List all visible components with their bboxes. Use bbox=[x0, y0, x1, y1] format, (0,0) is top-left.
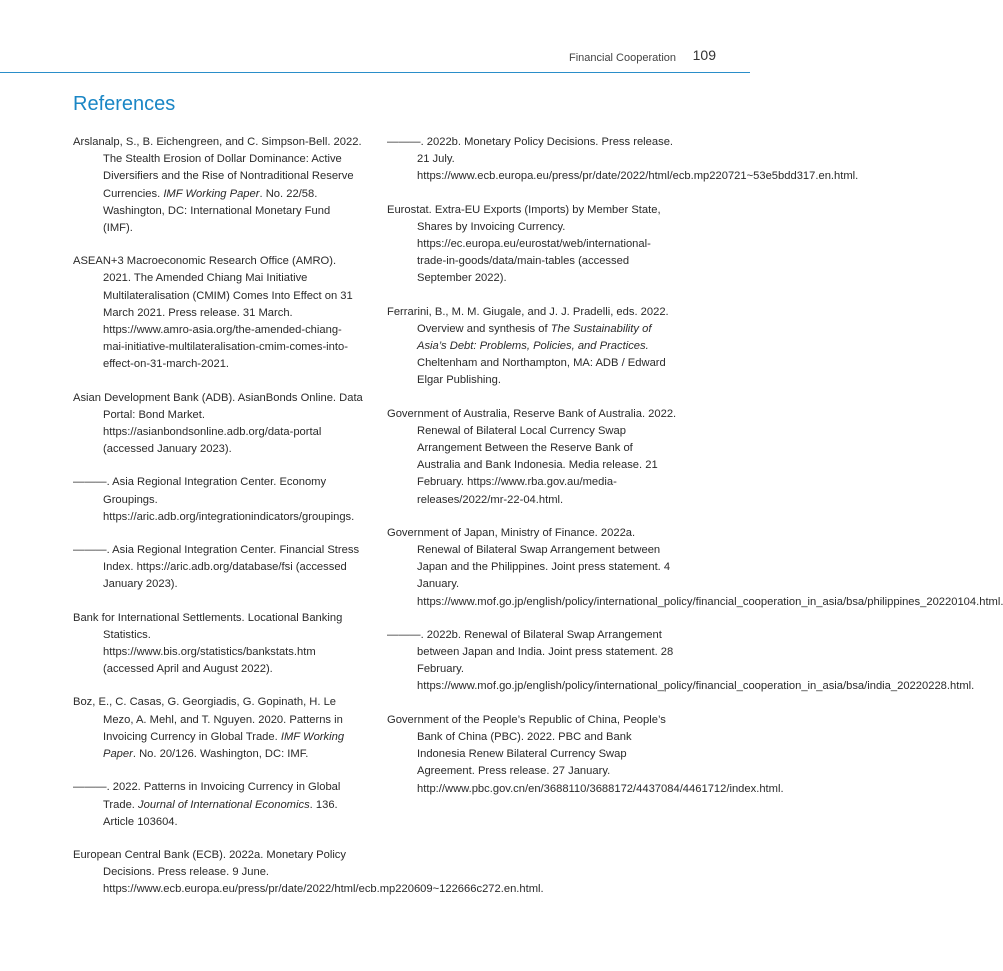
reference-entry bbox=[73, 474, 363, 526]
reference-text: ———. Asia Regional Integration Center. Financial Stress Index. https://aric.adb.org/database/fsi (accessed January 2023). bbox=[73, 544, 360, 591]
reference-text: Arslanalp, S., B. Eichengreen, and C. Simpson-Bell. 2022. The Stealth Erosion of Dollar Dominance: Active Diversifiers and the Rise of Nontraditional Reserve Currencies. bbox=[73, 136, 362, 200]
reference-text: Asian Development Bank (ADB). AsianBonds Online. Data Portal: Bond Market. https://asianbondsonline.adb.org/data-portal (accessed January 2023). bbox=[73, 391, 363, 456]
reference-text: Government of Japan, Ministry of Finance. 2022a. Renewal of Bilateral Swap Arrangement between Japan and the Philippines. Joint press statement. 4 January. https://www.mof.go.jp/english/policy/international_policy/financial_cooperation_in_asia/bsa/philippines_20220104.html. bbox=[387, 526, 1003, 608]
reference-text-tail: . 136. Article 103604. bbox=[103, 798, 338, 828]
reference-entry bbox=[73, 253, 363, 373]
reference-italic-text: IMF Working Paper bbox=[163, 187, 260, 200]
reference-text-tail: Cheltenham and Northampton, MA: ADB / Edward Elgar Publishing. bbox=[417, 357, 666, 387]
reference-text: Government of Australia, Reserve Bank of Australia. 2022. Renewal of Bilateral Local Currency Swap Arrangement Between the Reserve Bank of Australia and Bank Indonesia. Media release. 21 February. https://www.rba.gov.au/media-releases/2022/mr-22-04.html. bbox=[387, 407, 677, 506]
reference-text: Bank for International Settlements. Locational Banking Statistics. https://www.bis.org/statistics/bankstats.htm (accessed April and August 2022). bbox=[73, 611, 343, 676]
reference-text: Government of the People’s Republic of China, People’s Bank of China (PBC). 2022. PBC and Bank Indonesia Renew Bilateral Currency Swap Agreement. Press release. 27 January. http://www.pbc.gov.cn/en/3688110/3688172/4437084/4461712/index.html. bbox=[387, 713, 784, 795]
reference-text: ASEAN+3 Macroeconomic Research Office (AMRO). 2021. The Amended Chiang Mai Initiative Multilateralisation (CMIM) Comes Into Effect on 31 March 2021. Press release. 31 March. https://www.amro-asia.org/the-amended-chiang-mai-initiative-multilateralisation-cmim-comes-into-effect-on-31-march-2021. bbox=[73, 255, 353, 371]
reference-text: ———. 2022. Patterns in Invoicing Currency in Global Trade. bbox=[73, 781, 341, 811]
reference-entry bbox=[73, 610, 363, 679]
reference-entry bbox=[387, 712, 784, 798]
reference-italic-text: IMF Working Paper bbox=[103, 730, 345, 761]
reference-entry bbox=[73, 847, 544, 899]
reference-entry bbox=[387, 525, 1003, 611]
references-right-column bbox=[387, 134, 1003, 814]
reference-entry bbox=[73, 542, 363, 594]
reference-text: Boz, E., C. Casas, G. Georgiadis, G. Gopinath, H. Le Mezo, A. Mehl, and T. Nguyen. 2020. Patterns in Invoicing Currency in Global Trade. bbox=[73, 696, 343, 743]
header-rule bbox=[0, 72, 750, 73]
reference-text-tail: . No. 20/126. Washington, DC: IMF. bbox=[132, 748, 309, 761]
reference-text: ———. 2022b. Monetary Policy Decisions. Press release. 21 July. https://www.ecb.europa.eu/press/pr/date/2022/html/ecb.mp220721~53e5bdd317.en.html. bbox=[387, 136, 859, 183]
reference-entry bbox=[387, 627, 975, 696]
reference-text: ———. 2022b. Renewal of Bilateral Swap Arrangement between Japan and India. Joint press statement. 28 February. https://www.mof.go.jp/english/policy/international_policy/financial_cooperation_in_asia/bsa/india_20220228.html. bbox=[387, 628, 975, 693]
running-header bbox=[0, 47, 750, 72]
reference-entry bbox=[73, 779, 363, 831]
reference-entry bbox=[387, 304, 677, 390]
running-header-section: Financial Cooperation bbox=[568, 52, 676, 64]
reference-italic-text: The Sustainability of Asia’s Debt: Problems, Policies, and Practices. bbox=[417, 322, 652, 353]
reference-text: ———. Asia Regional Integration Center. Economy Groupings. https://aric.adb.org/integrationindicators/groupings. bbox=[73, 476, 355, 523]
page-title: References bbox=[73, 93, 176, 115]
reference-text: European Central Bank (ECB). 2022a. Monetary Policy Decisions. Press release. 9 June. https://www.ecb.europa.eu/press/pr/date/2022/html/ecb.mp220609~122666c272.en.html. bbox=[73, 848, 544, 896]
reference-entry bbox=[387, 202, 677, 288]
reference-italic-text: Journal of International Economics bbox=[138, 798, 310, 811]
page-number: 109 bbox=[692, 47, 716, 63]
reference-entry bbox=[73, 134, 363, 237]
reference-entry bbox=[73, 390, 363, 459]
reference-entry bbox=[387, 134, 859, 186]
reference-text: Eurostat. Extra-EU Exports (Imports) by Member State, Shares by Invoicing Currency. https://ec.europa.eu/eurostat/web/international-trade-in-goods/data/main-tables (accessed September 2022). bbox=[387, 203, 661, 285]
reference-text-tail: . No. 22/58. Washington, DC: International Monetary Fund (IMF). bbox=[103, 187, 331, 235]
reference-entry bbox=[387, 406, 677, 509]
reference-entry bbox=[73, 694, 363, 763]
reference-text: Ferrarini, B., M. M. Giugale, and J. J. Pradelli, eds. 2022. Overview and synthesis of bbox=[387, 305, 669, 335]
